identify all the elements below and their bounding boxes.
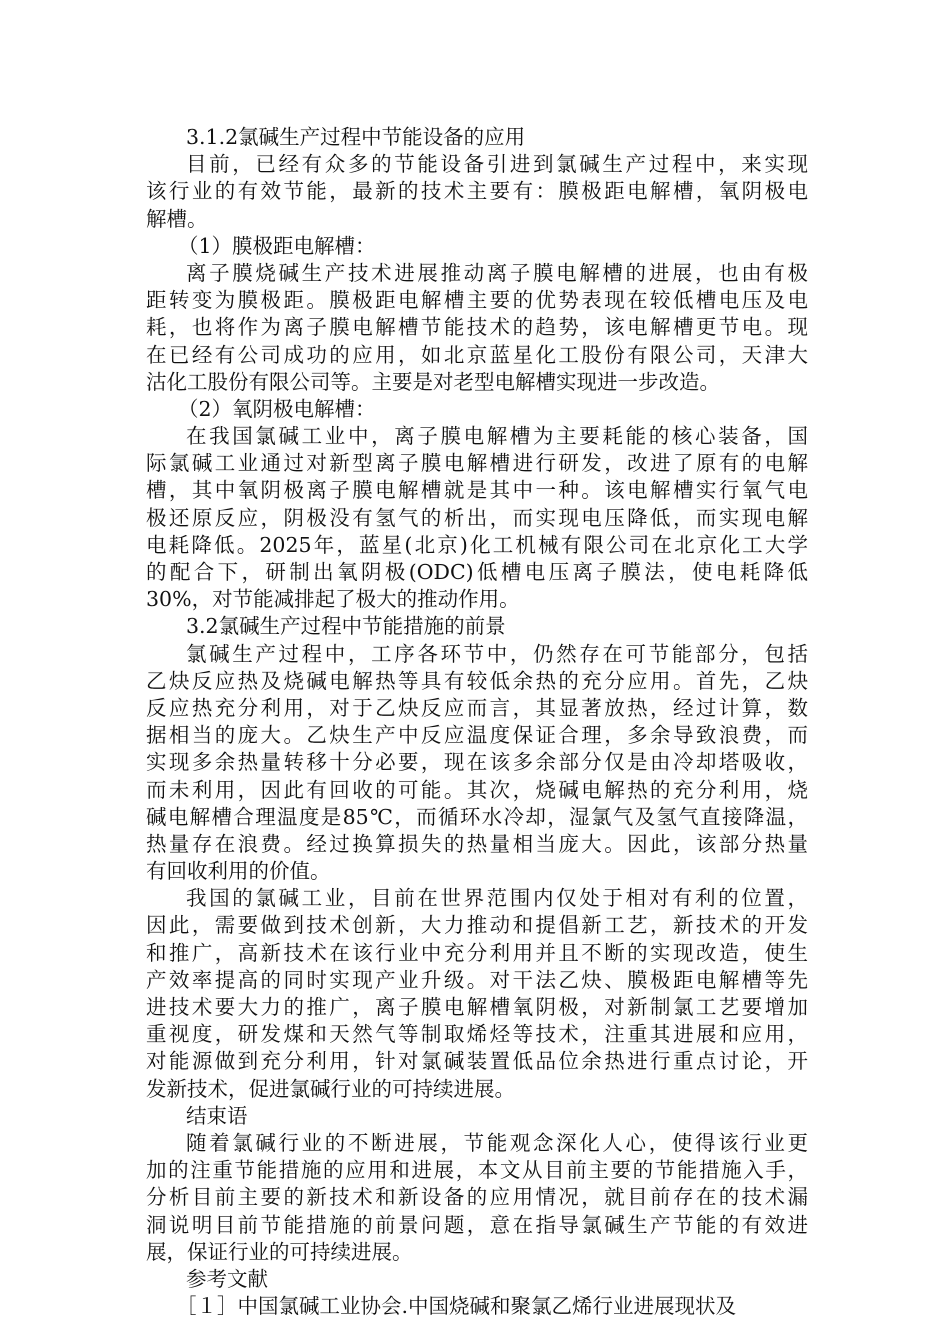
section-heading: 参考文献 — [186, 1266, 268, 1291]
paragraph-line: 有回收利用的价值。 — [146, 859, 331, 884]
paragraph-line: 际氯碱工业通过对新型离子膜电解槽进行研发，改进了原有的电解 — [146, 451, 808, 476]
document-body — [146, 124, 808, 1320]
paragraph-line: 耗，也将作为离子膜电解槽节能技术的趋势，该电解槽更节电。现 — [146, 315, 808, 340]
paragraph-line: 解槽。 — [146, 206, 208, 231]
paragraph-line: 发新技术，促进氯碱行业的可持续进展。 — [146, 1076, 515, 1101]
paragraph-line: 因此，需要做到技术创新，大力推动和提倡新工艺，新技术的开发 — [146, 913, 808, 938]
paragraph-line: 氯碱生产过程中，工序各环节中，仍然存在可节能部分，包括 — [186, 641, 808, 666]
paragraph-line: 乙炔反应热及烧碱电解热等具有较低余热的充分应用。首先，乙炔 — [146, 668, 808, 693]
paragraph-line: 进技术要大力的推广，离子膜电解槽氧阴极，对新制氯工艺要增加 — [146, 995, 808, 1019]
paragraph-line: 该行业的有效节能，最新的技术主要有：膜极距电解槽，氧阴极电 — [146, 179, 808, 204]
paragraph-line: 离子膜烧碱生产技术进展推动离子膜电解槽的进展，也由有极 — [186, 260, 808, 285]
paragraph-line: 加的注重节能措施的应用和进展，本文从目前主要的节能措施入手， — [146, 1158, 808, 1183]
paragraph-line: 洞说明目前节能措施的前景问题，意在指导氯碱生产节能的有效进 — [146, 1212, 808, 1237]
paragraph-line: 对能源做到充分利用，针对氯碱装置低品位余热进行重点讨论，开 — [146, 1049, 808, 1074]
paragraph-line: 碱电解槽合理温度是85℃，而循环水冷却，湿氯气及氢气直接降温， — [146, 804, 808, 829]
section-heading: 结束语 — [186, 1103, 248, 1128]
paragraph-line: 而未利用，因此有回收的可能。其次，烧碱电解热的充分利用，烧 — [146, 777, 808, 802]
paragraph-line: 我国的氯碱工业，目前在世界范围内仅处于相对有利的位置， — [186, 886, 808, 911]
section-heading: 3.2氯碱生产过程中节能措施的前景 — [186, 614, 506, 639]
reference-entry: ［１］中国氯碱工业协会.中国烧碱和聚氯乙烯行业进展现状及 — [176, 1294, 737, 1319]
paragraph-line: 沽化工股份有限公司等。主要是对老型电解槽实现进一步改造。 — [146, 369, 720, 394]
paragraph-line: 反应热充分利用，对于乙炔反应而言，其显著放热，经过计算，数 — [146, 695, 808, 720]
paragraph-line: 重视度，研发煤和天然气等制取烯烃等技术，注重其进展和应用， — [146, 1022, 808, 1047]
paragraph-line: 目前，已经有众多的节能设备引进到氯碱生产过程中，来实现 — [186, 152, 808, 177]
paragraph-line: 电耗降低。2025年，蓝星(北京)化工机械有限公司在北京化工大学 — [146, 532, 808, 557]
paragraph-line: 热量存在浪费。经过换算损失的热量相当庞大。因此，该部分热量 — [146, 831, 808, 856]
paragraph-line: 距转变为膜极距。膜极距电解槽主要的优势表现在较低槽电压及电 — [146, 288, 808, 313]
paragraph-line: 产效率提高的同时实现产业升级。对干法乙炔、膜极距电解槽等先 — [146, 967, 808, 992]
paragraph-line: 和推广，高新技术在该行业中充分利用并且不断的实现改造，使生 — [146, 940, 808, 965]
paragraph-line: 极还原反应，阴极没有氢气的析出，而实现电压降低，而实现电解 — [146, 505, 808, 530]
subsection-heading: （2）氧阴极电解槽： — [178, 396, 376, 421]
paragraph-line: 30%，对节能减排起了极大的推动作用。 — [146, 587, 520, 612]
subsection-heading: （1）膜极距电解槽： — [178, 233, 376, 258]
paragraph-line: 在已经有公司成功的应用，如北京蓝星化工股份有限公司，天津大 — [146, 342, 808, 367]
paragraph-line: 据相当的庞大。乙炔生产中反应温度保证合理，多余导致浪费，而 — [146, 723, 808, 748]
paragraph-line: 槽，其中氧阴极离子膜电解槽就是其中一种。该电解槽实行氧气电 — [146, 478, 808, 503]
paragraph-line: 的配合下，研制出氧阴极(ODC)低槽电压离子膜法，使电耗降低 — [146, 560, 808, 584]
paragraph-line: 分析目前主要的新技术和新设备的应用情况，就目前存在的技术漏 — [146, 1185, 808, 1210]
paragraph-line: 展，保证行业的可持续进展。 — [146, 1239, 413, 1264]
paragraph-line: 随着氯碱行业的不断进展，节能观念深化人心，使得该行业更 — [186, 1130, 808, 1155]
paragraph-line: 在我国氯碱工业中，离子膜电解槽为主要耗能的核心装备，国 — [186, 424, 808, 449]
section-heading: 3.1.2氯碱生产过程中节能设备的应用 — [186, 125, 526, 149]
paragraph-line: 实现多余热量转移十分必要，现在该多余部分仅是由冷却塔吸收， — [146, 750, 808, 775]
